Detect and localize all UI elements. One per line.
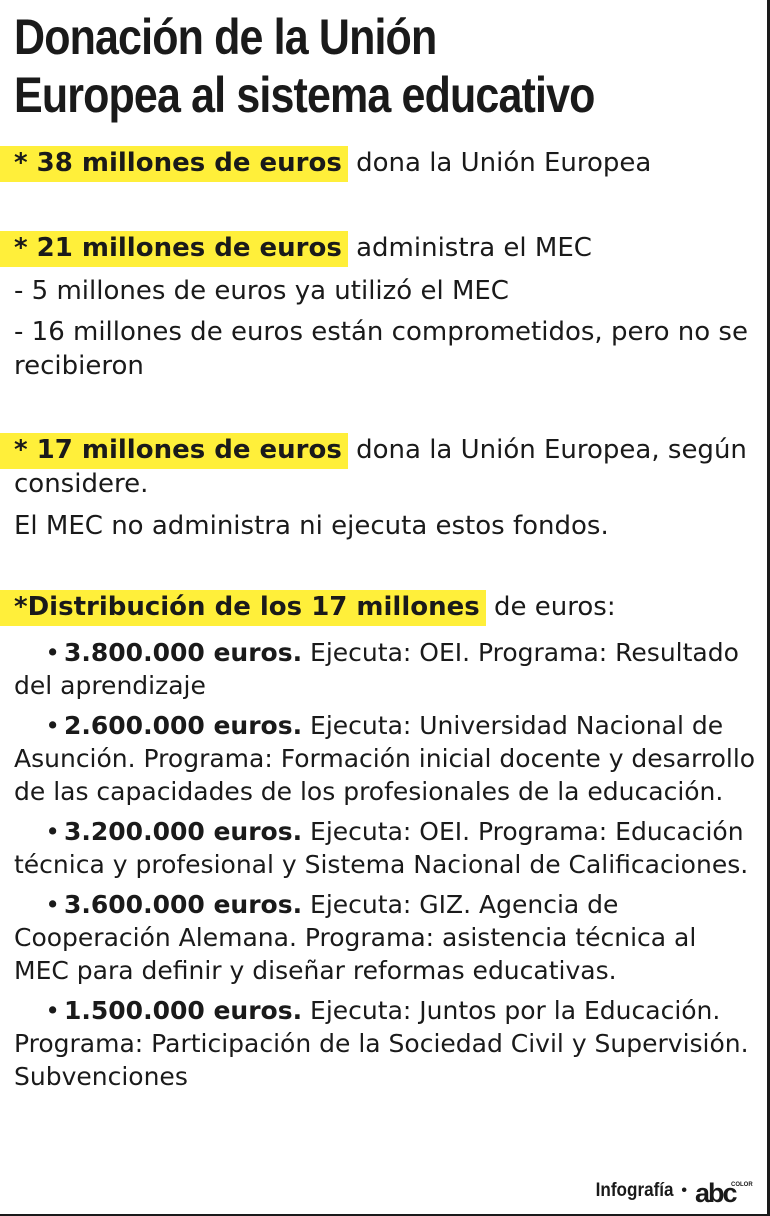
distribution-tail: de euros:	[485, 592, 616, 622]
section-highlight: * 38 millones de euros	[0, 146, 348, 182]
item-text: Ejecuta: OEI. Programa: Resultado del aprendizaje	[14, 638, 739, 700]
distribution-highlight: *Distribución de los 17 millones	[0, 590, 486, 626]
item-amount: 1.500.000 euros.	[64, 996, 303, 1025]
item-text: Ejecuta: Juntos por la Educación. Programa: Participación de la Sociedad Civil y Supervisión. Subvenciones	[14, 996, 749, 1091]
credit-label: Infografía	[595, 1180, 674, 1201]
list-item: • 3.800.000 euros. Ejecuta: OEI. Programa: Resultado del aprendizaje	[14, 638, 739, 700]
title-line-2: Europea al sistema educativo	[14, 67, 595, 123]
section-tail: administra el MEC	[347, 233, 592, 263]
distribution-header	[14, 590, 754, 624]
page-title	[14, 8, 659, 124]
section-tail: dona la Unión Europea, según considere.	[14, 435, 747, 499]
item-amount: 3.200.000 euros.	[64, 817, 303, 846]
section-17-millones	[14, 433, 754, 543]
list-item: • 1.500.000 euros. Ejecuta: Juntos por la Educación. Programa: Participación de la Sociedad Civil y Supervisión. Subvenciones	[14, 996, 749, 1091]
section-38-millones	[14, 146, 754, 180]
item-text: Ejecuta: Universidad Nacional de Asunción. Programa: Formación inicial docente y desarrollo de las capacidades de los profesionales de la educación.	[14, 711, 756, 806]
footer	[587, 1178, 755, 1204]
section-highlight: * 21 millones de euros	[0, 231, 348, 267]
title-line-1: Donación de la Unión	[14, 9, 437, 65]
logo-sub-text: COLOR	[731, 1182, 753, 1188]
section-line: El MEC no administra ni ejecuta estos fondos.	[14, 511, 609, 541]
item-text: Ejecuta: OEI. Programa: Educación técnica y profesional y Sistema Nacional de Calificaciones.	[14, 817, 749, 879]
separator-dot: •	[681, 1182, 687, 1199]
section-21-millones	[14, 231, 754, 383]
logo-text: abc	[695, 1178, 736, 1204]
item-amount: 3.800.000 euros.	[64, 638, 303, 667]
distribution-list	[14, 636, 759, 1100]
list-item: • 3.600.000 euros. Ejecuta: GIZ. Agencia de Cooperación Alemana. Programa: asistencia técnica al MEC para definir y diseñar reformas educativas.	[14, 890, 697, 985]
abc-color-logo-icon	[695, 1178, 755, 1204]
item-amount: 2.600.000 euros.	[64, 711, 303, 740]
item-text: Ejecuta: GIZ. Agencia de Cooperación Alemana. Programa: asistencia técnica al MEC para definir y diseñar reformas educativas.	[14, 890, 697, 985]
section-tail: dona la Unión Europea	[347, 148, 652, 178]
list-item: • 3.200.000 euros. Ejecuta: OEI. Programa: Educación técnica y profesional y Sistema Nacional de Calificaciones.	[14, 817, 749, 879]
section-line: - 5 millones de euros ya utilizó el MEC	[14, 276, 509, 306]
list-item: • 2.600.000 euros. Ejecuta: Universidad Nacional de Asunción. Programa: Formación inicial docente y desarrollo de las capacidades de los profesionales de la educación.	[14, 711, 756, 806]
section-line: - 16 millones de euros están comprometidos, pero no se recibieron	[14, 317, 748, 381]
item-amount: 3.600.000 euros.	[64, 890, 303, 919]
section-highlight: * 17 millones de euros	[0, 433, 348, 469]
